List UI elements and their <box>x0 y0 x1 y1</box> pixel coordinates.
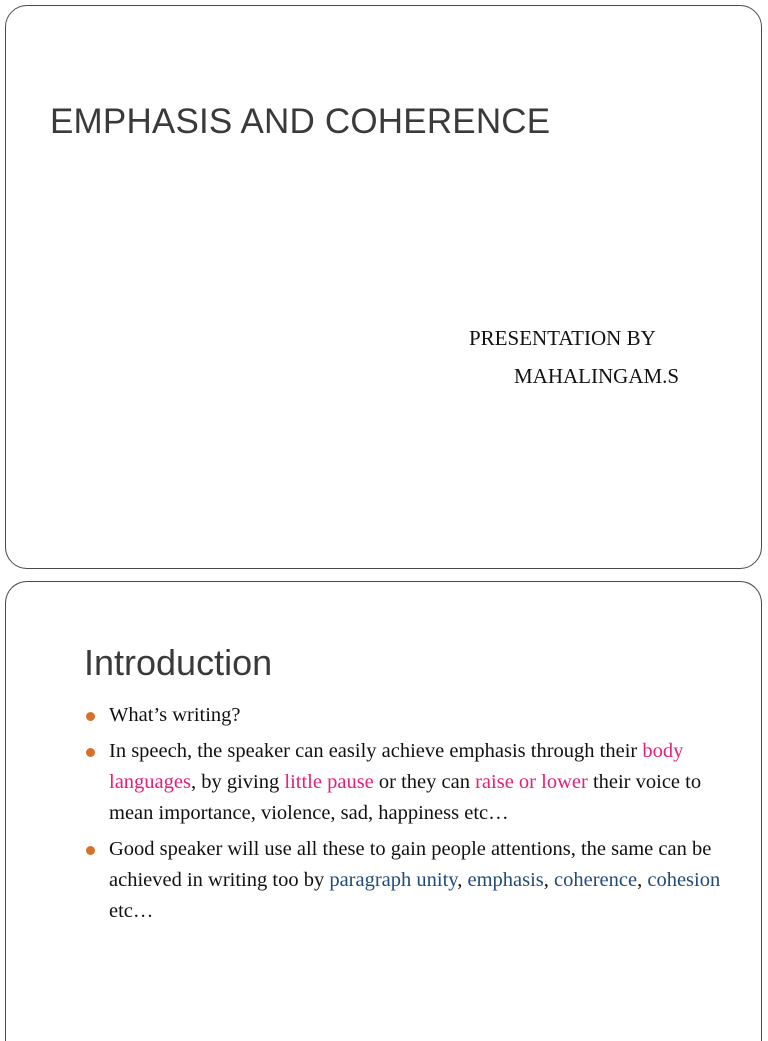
bullet-text: , by giving <box>190 771 285 793</box>
highlighted-term: emphasis <box>467 869 544 891</box>
highlighted-term: cohesion <box>647 869 721 891</box>
introduction-slide <box>5 581 762 1041</box>
bullet-text: , <box>637 869 648 891</box>
bullet-item <box>84 834 744 927</box>
bullet-item <box>84 736 744 829</box>
bullet-text: or they can <box>373 771 476 793</box>
bullet-list <box>84 700 744 932</box>
bullet-dot-icon <box>86 846 95 855</box>
bullet-text: In speech, the speaker can easily achieve emphasis through their <box>109 740 643 762</box>
highlighted-term: coherence <box>554 869 638 891</box>
bullet-text: What’s writing? <box>109 704 241 726</box>
bullet-text: , <box>543 869 555 891</box>
bullet-dot-icon <box>86 712 95 721</box>
presenter-label: PRESENTATION BY <box>469 326 656 350</box>
highlighted-term: raise or lower <box>475 771 588 793</box>
slide-title: Introduction <box>84 642 273 683</box>
bullet-text: etc… <box>109 900 154 922</box>
bullet-text: , <box>457 869 468 891</box>
bullet-text: their voice to mean importance, violence, sad, happiness etc… <box>109 771 702 824</box>
bullet-item <box>84 700 744 731</box>
slide-title: EMPHASIS AND COHERENCE <box>50 102 551 141</box>
bullet-text: Good speaker will use all these to gain people attentions, the same can be achieved in writing too by <box>109 838 712 891</box>
title-slide <box>5 5 762 569</box>
bullet-dot-icon <box>86 748 95 757</box>
highlighted-term: body languages <box>109 740 684 793</box>
highlighted-term: little pause <box>284 771 374 793</box>
presenter-name: MAHALINGAM.S <box>514 364 680 388</box>
highlighted-term: paragraph unity <box>329 869 458 891</box>
